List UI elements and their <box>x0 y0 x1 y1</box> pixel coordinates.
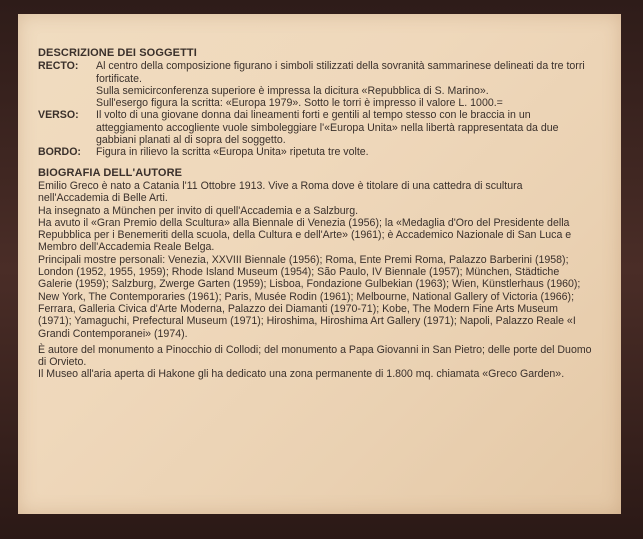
verso-text: Il volto di una giovane donna dai lineamenti forti e gentili al tempo stesso con le braccia in un atteggiamento accogliente vuole simboleggiare l'«Europa Unita» nella libertà rappresentata da due gabbiani planati al di sopra del soggetto. <box>96 109 559 147</box>
verso-label: VERSO: <box>38 109 79 122</box>
bio-paragraph: Emilio Greco è nato a Catania l'11 Ottobre 1913. Vive a Roma dove è titolare di una cattedra di scultura nell'Accademia di Belle Arti. <box>38 179 523 205</box>
bordo-entry <box>38 146 594 158</box>
recto-line-1: Al centro della composizione figurano i simboli stilizzati della sovranità sammarinese delineati da tre torri fortificate. <box>96 60 585 85</box>
bio-paragraph: È autore del monumento a Pinocchio di Collodi; del monumento a Papa Giovanni in San Pietro; delle porte del Duomo di Orvieto. <box>38 343 592 369</box>
bordo-text: Figura in rilievo la scritta «Europa Unita» ripetuta tre volte. <box>96 146 369 159</box>
bordo-label: BORDO: <box>38 146 81 159</box>
bio-paragraph: Principali mostre personali: Venezia, XXVIII Biennale (1956); Roma, Ente Premi Roma, Palazzo Barberini (1958); London (1952, 1955, 1959); Rhode Island Museum (1954); São Paulo, IV Biennale (1957); München, Städtiche Galerie (1959); Salzburg, Zwerge Garten (1959); Lisboa, Fondazione Gulbekian (1963); Wien, Künstlerhaus (1960); New York, The Contemporaries (1961); Paris, Musée Rodin (1961); Melbourne, National Gallery of Victoria (1966); Ferrara, Galleria Civica d'Arte Moderna, Palazzo dei Diamanti (1970-71); Kobe, The Modern Fine Arts Museum (1971); Yamaguchi, Prefectural Museum (1971); Hiroshima, Hiroshima Art Gallery (1971); Napoli, Palazzo Reale «I Grandi Contemporanei» (1974). <box>38 253 581 340</box>
bio-paragraph: Il Museo all'aria aperta di Hakone gli ha dedicato una zona permanente di 1.800 mq. chiamata «Greco Garden». <box>38 368 565 381</box>
bio-paragraph: Ha avuto il «Gran Premio della Scultura» alla Biennale di Venezia (1956); la «Medaglia d'Oro del Presidente della Repubblica per i Benemeriti della scuola, della Cultura e dell'Arte» (1961); è Accademico Nazionale di San Luca e Membro dell'Accademia Reale Belga. <box>38 216 572 254</box>
recto-line-2: Sulla semicirconferenza superiore è impressa la dicitura «Repubblica di S. Marino». <box>96 84 489 97</box>
section-title-biografia: BIOGRAFIA DELL'AUTORE <box>38 166 183 179</box>
recto-text <box>96 60 594 109</box>
section-title-descrizione: DESCRIZIONE DEI SOGGETTI <box>38 47 197 59</box>
recto-label: RECTO: <box>38 60 79 73</box>
document-text <box>38 47 594 381</box>
bio-paragraph: Ha insegnato a München per invito di quell'Accademia e a Salzburg. <box>38 204 359 217</box>
biography <box>38 180 594 381</box>
recto-entry <box>38 60 594 109</box>
verso-entry <box>38 109 594 146</box>
recto-line-3: Sull'esergo figura la scritta: «Europa 1979». Sotto le torri è impresso il valore L. 1000.= <box>96 97 503 110</box>
